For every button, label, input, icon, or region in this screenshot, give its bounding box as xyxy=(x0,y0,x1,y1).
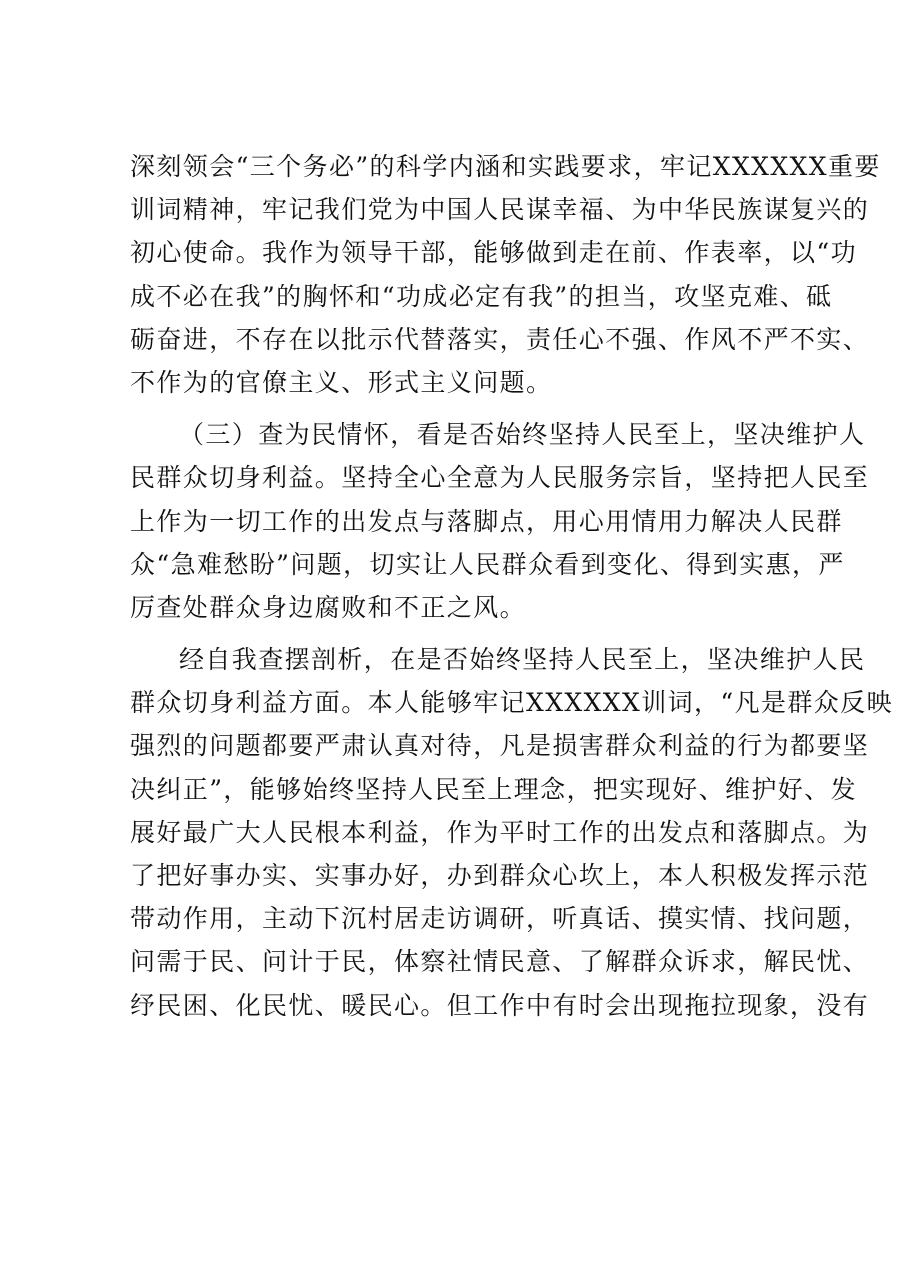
text-line: 训词精神，牢记我们党为中国人民谋幸福、为中华民族谋复兴的 xyxy=(130,195,870,225)
document-body xyxy=(130,145,893,1027)
text-line: 成不必在我”的胸怀和“功成必定有我”的担当，攻坚克难、砥 xyxy=(130,281,833,311)
text-line: 经自我查摆剖析，在是否始终坚持人民至上，坚决维护人民 xyxy=(179,645,866,675)
text-line: 强烈的问题都要严肃认真对待，凡是损害群众利益的行为都要坚 xyxy=(130,731,870,761)
paragraph-1 xyxy=(130,145,881,404)
text-line: 展好最广大人民根本利益，作为平时工作的出发点和落脚点。为 xyxy=(130,817,870,847)
text-line: 群众切身利益方面。本人能够牢记XXXXXX训词，“凡是群众反映 xyxy=(130,688,893,718)
text-line: 带动作用，主动下沉村居走访调研，听真话、摸实情、找问题， xyxy=(130,904,870,934)
text-line: 上作为一切工作的出发点与落脚点，用心用情用力解决人民群 xyxy=(130,506,843,536)
text-line: 厉查处群众身边腐败和不正之风。 xyxy=(130,592,527,622)
text-line: 决纠正”，能够始终坚持人民至上理念，把实现好、维护好、发 xyxy=(130,774,857,804)
text-line: 民群众切身利益。坚持全心全意为人民服务宗旨，坚持把人民至 xyxy=(130,463,870,493)
text-line: 砺奋进，不存在以批示代替落实，责任心不强、作风不严不实、 xyxy=(130,324,870,354)
paragraph-3 xyxy=(130,638,893,1027)
text-line: 问需于民、问计于民，体察社情民意、了解群众诉求，解民忧、 xyxy=(130,947,870,977)
text-line: 初心使命。我作为领导干部，能够做到走在前、作表率，以“功 xyxy=(130,238,857,268)
paragraph-2 xyxy=(130,413,870,629)
text-line: 不作为的官僚主义、形式主义问题。 xyxy=(130,367,553,397)
text-line: 众“急难愁盼”问题，切实让人民群众看到变化、得到实惠，严 xyxy=(130,549,845,579)
text-line: 纾民困、化民忧、暖民心。但工作中有时会出现拖拉现象，没有 xyxy=(130,990,870,1020)
text-line: 了把好事办实、实事办好，办到群众心坎上，本人积极发挥示范 xyxy=(130,861,870,890)
text-line: （三）查为民情怀，看是否始终坚持人民至上，坚决维护人 xyxy=(179,420,866,450)
text-line: 深刻领会“三个务必”的科学内涵和实践要求，牢记XXXXXX重要 xyxy=(130,152,881,181)
